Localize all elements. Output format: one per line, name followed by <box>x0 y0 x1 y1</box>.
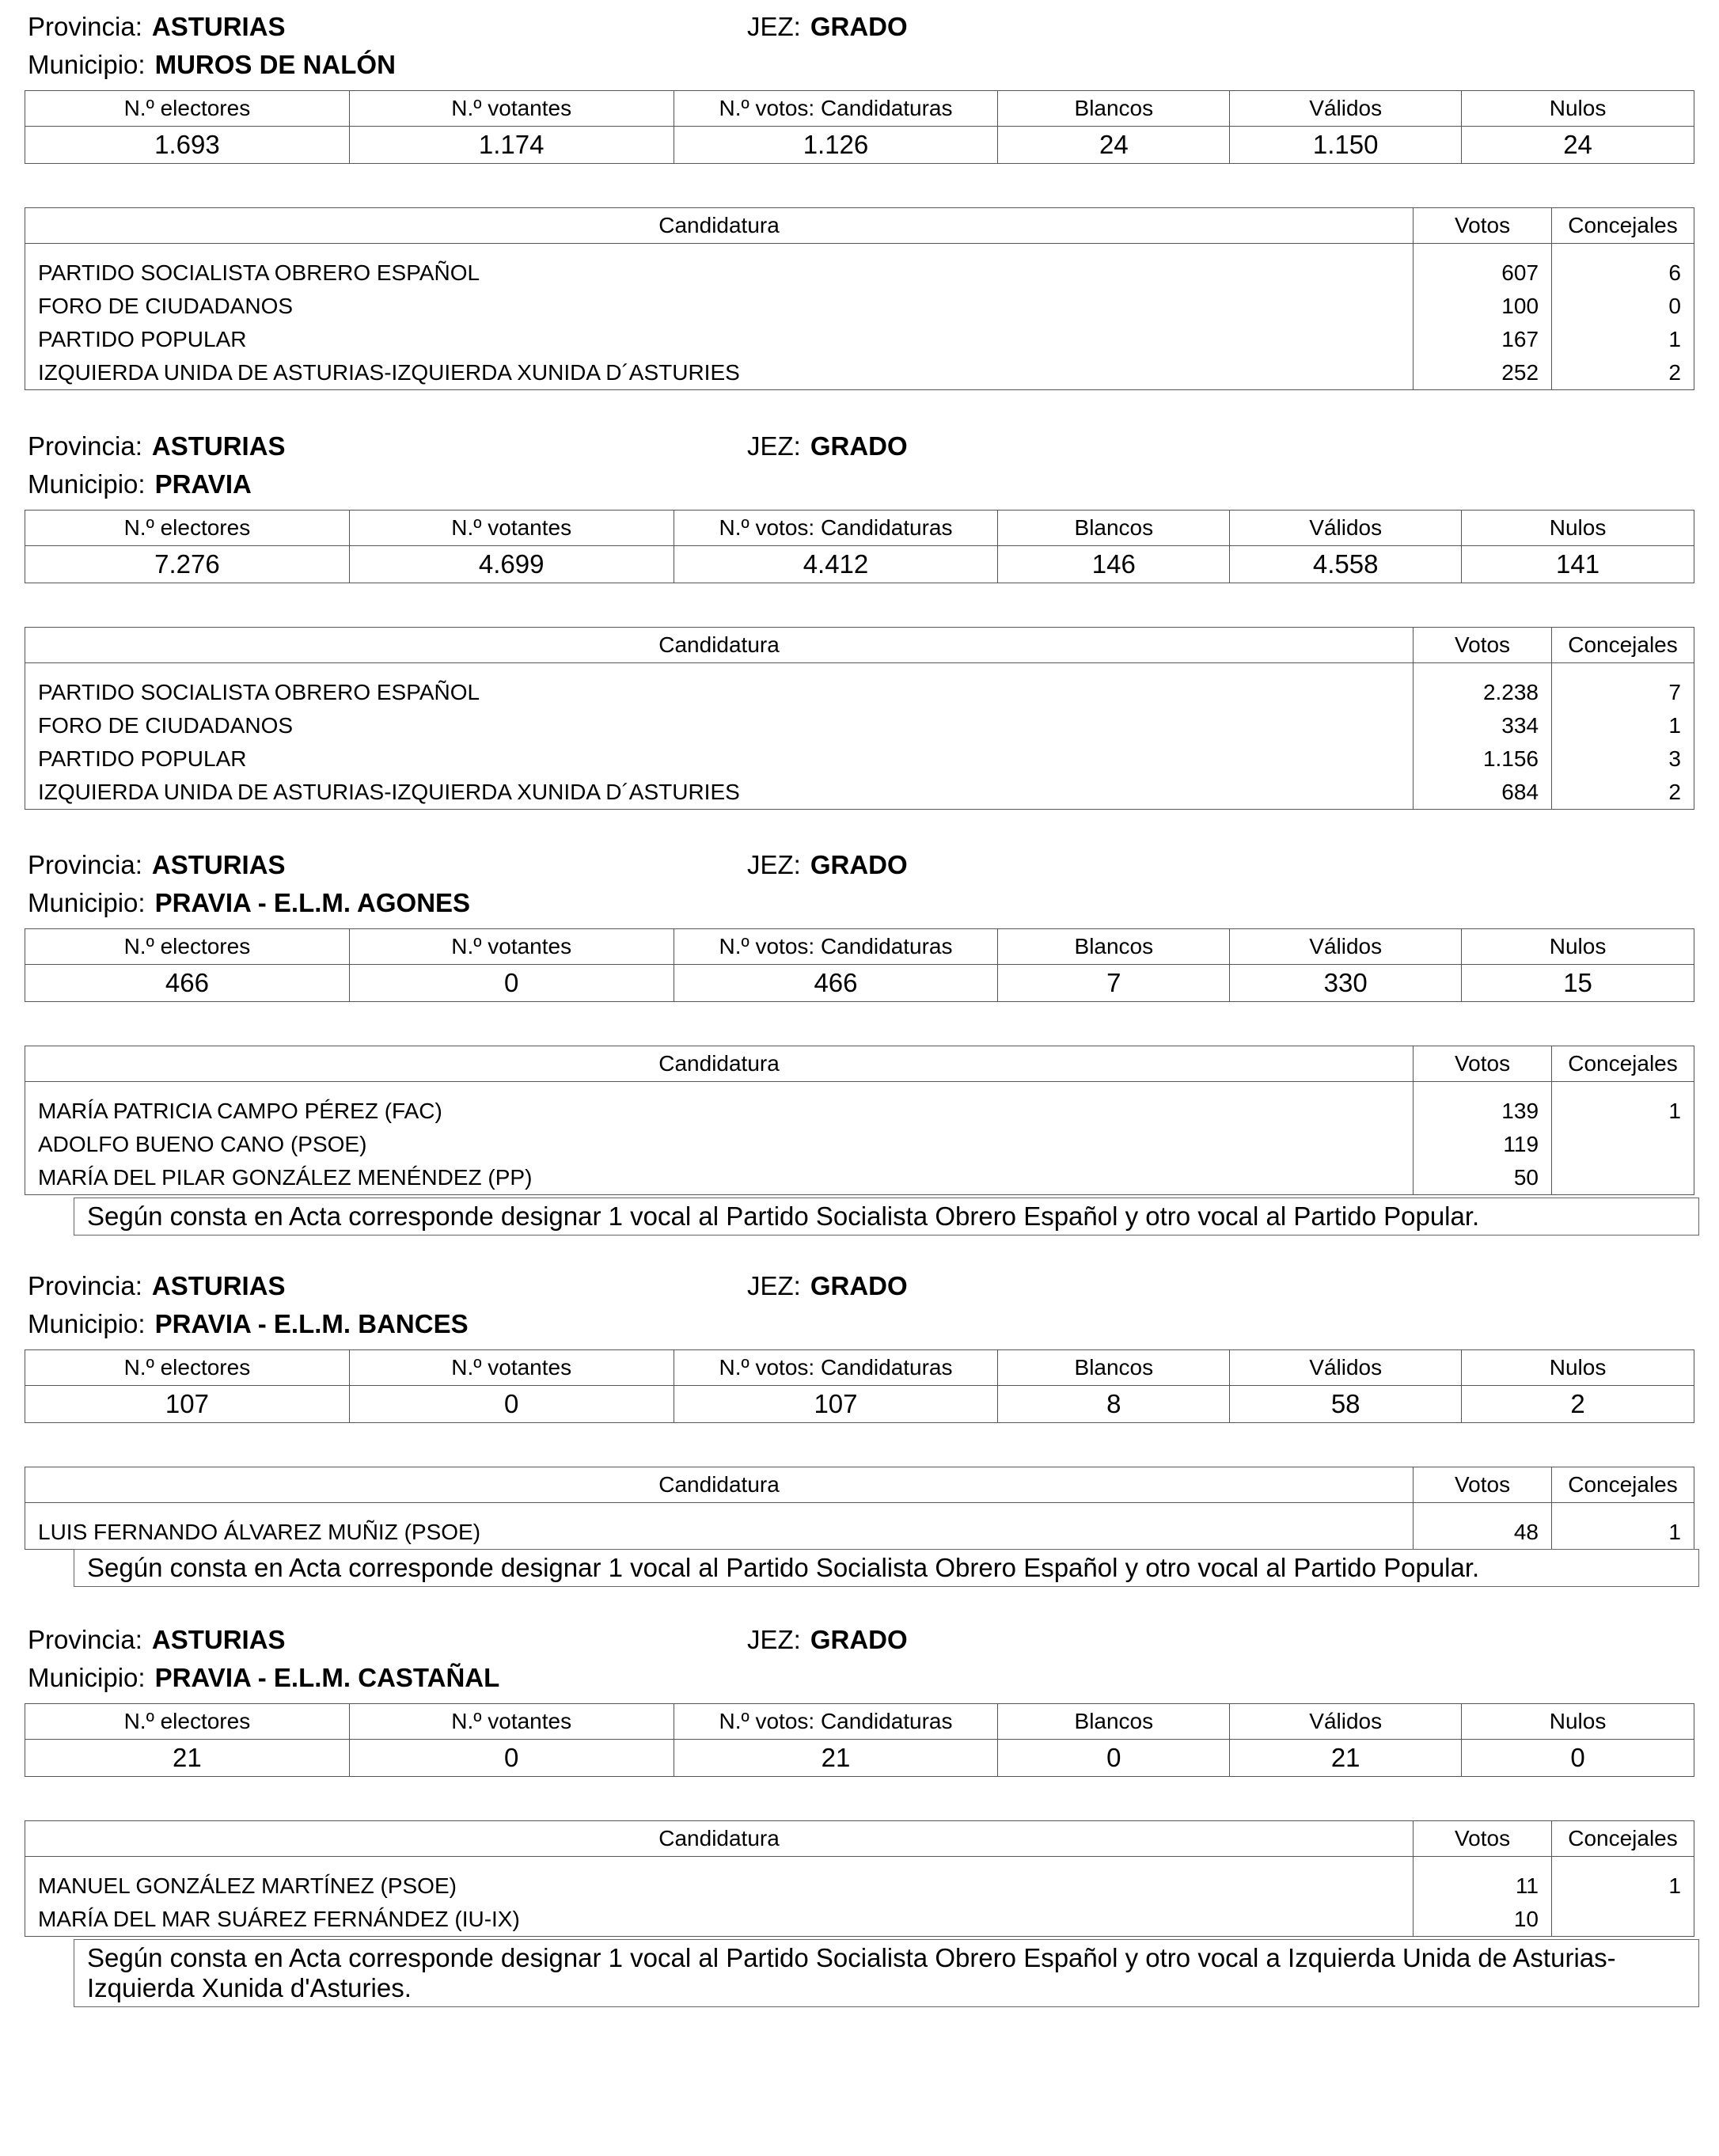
candidate-votes: 1.156 <box>1414 742 1552 776</box>
jez-value: GRADO <box>810 1271 908 1300</box>
stats-value-nulos: 24 <box>1462 127 1694 164</box>
stats-header-validos: Válidos <box>1230 1704 1462 1740</box>
provincia-label: Provincia: <box>28 431 142 461</box>
candidate-row <box>25 1903 1694 1937</box>
jez-line <box>747 1270 908 1302</box>
stats-header-nulos: Nulos <box>1462 1704 1694 1740</box>
stats-header-blancos: Blancos <box>998 91 1230 127</box>
candidate-name: IZQUIERDA UNIDA DE ASTURIAS-IZQUIERDA XUNIDA D´ASTURIES <box>25 356 1414 390</box>
provincia-value: ASTURIAS <box>151 12 286 41</box>
candidate-row <box>25 1161 1694 1195</box>
candidate-votes: 2.238 <box>1414 663 1552 710</box>
candidate-concejales <box>1552 1161 1694 1195</box>
votos-header: Votos <box>1414 208 1552 244</box>
candidate-row <box>25 709 1694 742</box>
jez-value: GRADO <box>810 431 908 461</box>
candidates-header-row <box>25 1046 1694 1082</box>
stats-value-blancos: 146 <box>998 546 1230 583</box>
municipio-value: PRAVIA - E.L.M. AGONES <box>154 888 471 917</box>
stats-value-validos: 330 <box>1230 965 1462 1002</box>
block-header <box>0 1270 1719 1349</box>
candidate-name: ADOLFO BUENO CANO (PSOE) <box>25 1128 1414 1161</box>
candidate-votes: 11 <box>1414 1857 1552 1904</box>
stats-header-blancos: Blancos <box>998 511 1230 546</box>
provincia-line <box>28 11 286 43</box>
municipio-label: Municipio: <box>28 469 146 499</box>
stats-header-votos-candidaturas: N.º votos: Candidaturas <box>674 1350 998 1386</box>
candidate-name: MARÍA PATRICIA CAMPO PÉREZ (FAC) <box>25 1082 1414 1129</box>
jez-label: JEZ: <box>747 1271 801 1300</box>
candidate-votes: 100 <box>1414 290 1552 323</box>
stats-value-votantes: 0 <box>349 1386 674 1423</box>
stats-value-electores: 107 <box>25 1386 350 1423</box>
jez-label: JEZ: <box>747 850 801 879</box>
candidate-name: MARÍA DEL MAR SUÁREZ FERNÁNDEZ (IU-IX) <box>25 1903 1414 1937</box>
concejales-header: Concejales <box>1552 208 1694 244</box>
stats-value-votos-candidaturas: 466 <box>674 965 998 1002</box>
votos-header: Votos <box>1414 1821 1552 1857</box>
municipio-value: PRAVIA <box>154 469 252 499</box>
acta-note: Según consta en Acta corresponde designar 1 vocal al Partido Socialista Obrero Español y otro vocal a Izquierda Unida de Asturias-Izquierda Xunida d'Asturies. <box>74 1939 1699 2007</box>
stats-header-votos-candidaturas: N.º votos: Candidaturas <box>674 1704 998 1740</box>
concejales-header: Concejales <box>1552 1046 1694 1082</box>
stats-header-electores: N.º electores <box>25 91 350 127</box>
municipality-block <box>0 1270 1719 1582</box>
candidate-name: PARTIDO POPULAR <box>25 742 1414 776</box>
stats-header-votantes: N.º votantes <box>349 1704 674 1740</box>
stats-header-row <box>25 91 1694 127</box>
stats-header-row <box>25 1350 1694 1386</box>
candidate-votes: 139 <box>1414 1082 1552 1129</box>
stats-header-row <box>25 929 1694 965</box>
stats-value-row <box>25 546 1694 583</box>
candidate-name: IZQUIERDA UNIDA DE ASTURIAS-IZQUIERDA XUNIDA D´ASTURIES <box>25 776 1414 810</box>
stats-value-row <box>25 965 1694 1002</box>
candidate-row <box>25 1128 1694 1161</box>
stats-value-votos-candidaturas: 1.126 <box>674 127 998 164</box>
candidate-row <box>25 776 1694 810</box>
candidatura-header: Candidatura <box>25 1467 1414 1503</box>
block-header <box>0 849 1719 928</box>
block-header <box>0 431 1719 510</box>
candidatura-header: Candidatura <box>25 628 1414 663</box>
candidate-row <box>25 323 1694 356</box>
stats-header-row <box>25 1704 1694 1740</box>
stats-header-validos: Válidos <box>1230 511 1462 546</box>
municipio-line <box>28 887 470 919</box>
candidates-table <box>25 627 1694 810</box>
stats-header-votantes: N.º votantes <box>349 91 674 127</box>
stats-value-votantes: 4.699 <box>349 546 674 583</box>
stats-header-nulos: Nulos <box>1462 511 1694 546</box>
candidate-votes: 50 <box>1414 1161 1552 1195</box>
candidate-name: MANUEL GONZÁLEZ MARTÍNEZ (PSOE) <box>25 1857 1414 1904</box>
jez-value: GRADO <box>810 850 908 879</box>
municipio-line <box>28 49 396 81</box>
jez-label: JEZ: <box>747 12 801 41</box>
stats-value-validos: 21 <box>1230 1740 1462 1777</box>
municipio-label: Municipio: <box>28 888 146 917</box>
candidate-concejales: 2 <box>1552 356 1694 390</box>
stats-value-nulos: 0 <box>1462 1740 1694 1777</box>
stats-value-votantes: 1.174 <box>349 127 674 164</box>
candidate-votes: 167 <box>1414 323 1552 356</box>
stats-value-votantes: 0 <box>349 965 674 1002</box>
stats-header-votantes: N.º votantes <box>349 1350 674 1386</box>
candidate-row <box>25 1082 1694 1129</box>
candidates-table <box>25 1820 1694 1937</box>
stats-value-validos: 4.558 <box>1230 546 1462 583</box>
stats-header-blancos: Blancos <box>998 1350 1230 1386</box>
candidate-votes: 10 <box>1414 1903 1552 1937</box>
stats-value-blancos: 7 <box>998 965 1230 1002</box>
jez-label: JEZ: <box>747 1625 801 1654</box>
stats-value-electores: 21 <box>25 1740 350 1777</box>
candidate-concejales: 1 <box>1552 1082 1694 1129</box>
stats-header-electores: N.º electores <box>25 511 350 546</box>
municipality-block <box>0 431 1719 804</box>
candidate-row <box>25 742 1694 776</box>
concejales-header: Concejales <box>1552 1821 1694 1857</box>
municipality-block <box>0 11 1719 385</box>
stats-header-votos-candidaturas: N.º votos: Candidaturas <box>674 511 998 546</box>
candidates-table <box>25 1467 1694 1550</box>
stats-header-electores: N.º electores <box>25 1704 350 1740</box>
stats-value-votos-candidaturas: 107 <box>674 1386 998 1423</box>
stats-value-row <box>25 127 1694 164</box>
stats-value-nulos: 15 <box>1462 965 1694 1002</box>
jez-line <box>747 11 908 43</box>
municipio-line <box>28 1662 499 1694</box>
acta-note: Según consta en Acta corresponde designar 1 vocal al Partido Socialista Obrero Español y otro vocal al Partido Popular. <box>74 1549 1699 1587</box>
candidates-table <box>25 1046 1694 1195</box>
candidatura-header: Candidatura <box>25 1821 1414 1857</box>
candidate-concejales <box>1552 1128 1694 1161</box>
concejales-header: Concejales <box>1552 1467 1694 1503</box>
stats-value-votantes: 0 <box>349 1740 674 1777</box>
stats-header-blancos: Blancos <box>998 929 1230 965</box>
candidate-votes: 684 <box>1414 776 1552 810</box>
candidate-name: PARTIDO SOCIALISTA OBRERO ESPAÑOL <box>25 663 1414 710</box>
stats-value-nulos: 141 <box>1462 546 1694 583</box>
acta-note: Según consta en Acta corresponde designar 1 vocal al Partido Socialista Obrero Español y otro vocal al Partido Popular. <box>74 1198 1699 1236</box>
stats-header-votos-candidaturas: N.º votos: Candidaturas <box>674 91 998 127</box>
candidates-header-row <box>25 1821 1694 1857</box>
municipio-line <box>28 469 252 500</box>
provincia-line <box>28 431 286 462</box>
concejales-header: Concejales <box>1552 628 1694 663</box>
stats-value-row <box>25 1386 1694 1423</box>
stats-table <box>25 1349 1694 1423</box>
candidate-row <box>25 1857 1694 1904</box>
stats-header-nulos: Nulos <box>1462 1350 1694 1386</box>
candidate-name: LUIS FERNANDO ÁLVAREZ MUÑIZ (PSOE) <box>25 1503 1414 1550</box>
provincia-value: ASTURIAS <box>151 1271 286 1300</box>
stats-value-blancos: 0 <box>998 1740 1230 1777</box>
provincia-label: Provincia: <box>28 1625 142 1654</box>
candidate-concejales: 0 <box>1552 290 1694 323</box>
candidatura-header: Candidatura <box>25 1046 1414 1082</box>
jez-line <box>747 1624 908 1656</box>
candidate-concejales <box>1552 1903 1694 1937</box>
stats-table <box>25 510 1694 583</box>
municipio-label: Municipio: <box>28 1663 146 1692</box>
candidatura-header: Candidatura <box>25 208 1414 244</box>
candidate-votes: 607 <box>1414 244 1552 290</box>
votos-header: Votos <box>1414 628 1552 663</box>
stats-value-blancos: 8 <box>998 1386 1230 1423</box>
stats-header-nulos: Nulos <box>1462 91 1694 127</box>
candidate-concejales: 1 <box>1552 1857 1694 1904</box>
stats-table <box>25 90 1694 164</box>
candidate-concejales: 7 <box>1552 663 1694 710</box>
candidate-concejales: 1 <box>1552 323 1694 356</box>
stats-value-validos: 58 <box>1230 1386 1462 1423</box>
candidate-concejales: 2 <box>1552 776 1694 810</box>
candidate-row <box>25 356 1694 390</box>
stats-header-row <box>25 511 1694 546</box>
candidates-header-row <box>25 1467 1694 1503</box>
provincia-label: Provincia: <box>28 12 142 41</box>
candidate-name: MARÍA DEL PILAR GONZÁLEZ MENÉNDEZ (PP) <box>25 1161 1414 1195</box>
provincia-line <box>28 849 286 881</box>
stats-header-validos: Válidos <box>1230 91 1462 127</box>
stats-header-electores: N.º electores <box>25 929 350 965</box>
candidate-row <box>25 290 1694 323</box>
provincia-label: Provincia: <box>28 1271 142 1300</box>
stats-value-blancos: 24 <box>998 127 1230 164</box>
candidate-votes: 119 <box>1414 1128 1552 1161</box>
candidate-name: FORO DE CIUDADANOS <box>25 709 1414 742</box>
stats-header-votos-candidaturas: N.º votos: Candidaturas <box>674 929 998 965</box>
municipality-block <box>0 1624 1719 2002</box>
candidate-votes: 334 <box>1414 709 1552 742</box>
jez-label: JEZ: <box>747 431 801 461</box>
stats-table <box>25 1703 1694 1777</box>
jez-value: GRADO <box>810 12 908 41</box>
provincia-label: Provincia: <box>28 850 142 879</box>
municipio-label: Municipio: <box>28 1309 146 1338</box>
stats-header-votantes: N.º votantes <box>349 929 674 965</box>
candidates-header-row <box>25 628 1694 663</box>
provincia-line <box>28 1624 286 1656</box>
stats-header-electores: N.º electores <box>25 1350 350 1386</box>
municipality-block <box>0 849 1719 1231</box>
candidate-concejales: 3 <box>1552 742 1694 776</box>
stats-header-votantes: N.º votantes <box>349 511 674 546</box>
candidate-concejales: 6 <box>1552 244 1694 290</box>
stats-value-electores: 466 <box>25 965 350 1002</box>
provincia-line <box>28 1270 286 1302</box>
jez-value: GRADO <box>810 1625 908 1654</box>
municipio-value: MUROS DE NALÓN <box>154 50 396 79</box>
candidates-header-row <box>25 208 1694 244</box>
stats-value-validos: 1.150 <box>1230 127 1462 164</box>
candidate-concejales: 1 <box>1552 709 1694 742</box>
stats-value-nulos: 2 <box>1462 1386 1694 1423</box>
candidate-name: PARTIDO SOCIALISTA OBRERO ESPAÑOL <box>25 244 1414 290</box>
municipio-line <box>28 1308 469 1340</box>
candidate-votes: 252 <box>1414 356 1552 390</box>
stats-value-electores: 1.693 <box>25 127 350 164</box>
stats-value-votos-candidaturas: 21 <box>674 1740 998 1777</box>
candidate-row <box>25 1503 1694 1550</box>
jez-line <box>747 431 908 462</box>
stats-header-blancos: Blancos <box>998 1704 1230 1740</box>
candidate-name: PARTIDO POPULAR <box>25 323 1414 356</box>
provincia-value: ASTURIAS <box>151 850 286 879</box>
block-header <box>0 1624 1719 1703</box>
stats-header-validos: Válidos <box>1230 1350 1462 1386</box>
municipio-value: PRAVIA - E.L.M. CASTAÑAL <box>154 1663 500 1692</box>
municipio-label: Municipio: <box>28 50 146 79</box>
candidate-row <box>25 244 1694 290</box>
jez-line <box>747 849 908 881</box>
candidates-table <box>25 207 1694 390</box>
municipio-value: PRAVIA - E.L.M. BANCES <box>154 1309 469 1338</box>
stats-header-nulos: Nulos <box>1462 929 1694 965</box>
candidate-row <box>25 663 1694 710</box>
stats-value-row <box>25 1740 1694 1777</box>
candidate-name: FORO DE CIUDADANOS <box>25 290 1414 323</box>
votos-header: Votos <box>1414 1046 1552 1082</box>
stats-value-electores: 7.276 <box>25 546 350 583</box>
provincia-value: ASTURIAS <box>151 431 286 461</box>
block-header <box>0 11 1719 90</box>
votos-header: Votos <box>1414 1467 1552 1503</box>
stats-header-validos: Válidos <box>1230 929 1462 965</box>
stats-value-votos-candidaturas: 4.412 <box>674 546 998 583</box>
candidate-concejales: 1 <box>1552 1503 1694 1550</box>
candidate-votes: 48 <box>1414 1503 1552 1550</box>
stats-table <box>25 928 1694 1002</box>
provincia-value: ASTURIAS <box>151 1625 286 1654</box>
